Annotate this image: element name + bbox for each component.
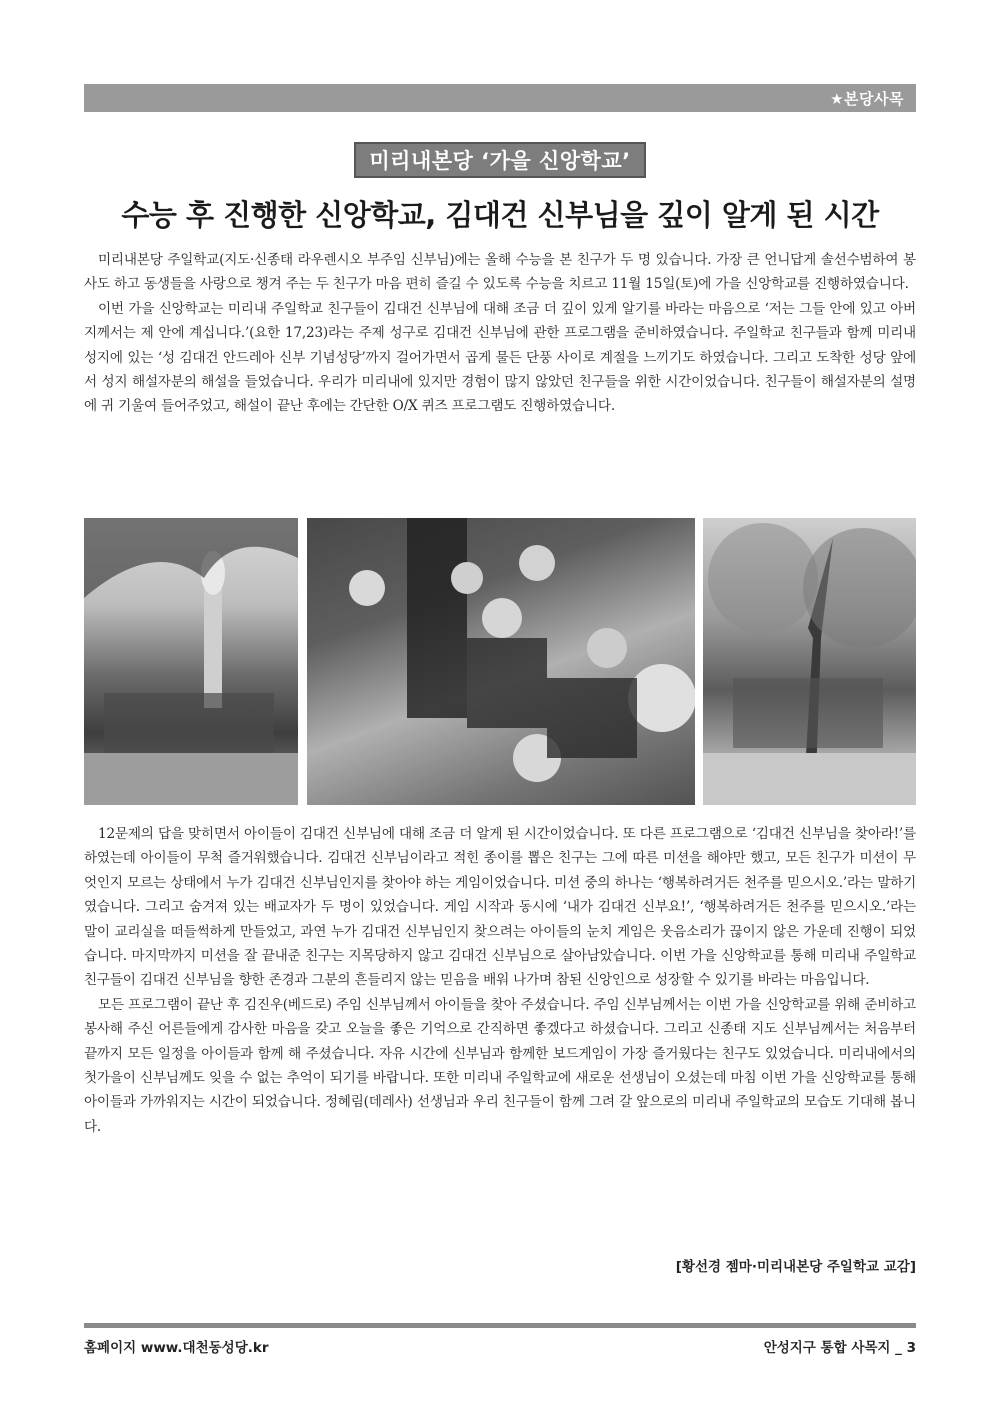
footer-divider [84,1323,916,1328]
photo-group-at-statue [84,518,298,805]
article-body-bottom [84,822,916,1139]
article-headline: 수능 후 진행한 신앙학교, 김대건 신부님을 깊이 알게 된 시간 [121,198,879,232]
footer-page-info: 안성지구 통합 사목지 _ 3 [763,1340,916,1356]
article-tag-box [354,142,646,178]
paragraph: 모든 프로그램이 끝난 후 김진우(베드로) 주임 신부님께서 아이들을 찾아 주셨습니다. 주임 신부님께서는 이번 가을 신앙학교를 위해 준비하고 봉사해 주신 어른들에게 감사한 마음을 갖고 오늘을 좋은 기억으로 간직하면 좋겠다고 하셨습니다. 그리고 신종태 지도 신부님께서는 처음부터 끝까지 모든 일정을 아이들과 함께 해 주셨습니다. 자유 시간에 신부님과 함께한 보드게임이 가장 즐거웠다는 친구도 있었습니다. 미리내에서의 첫가을이 신부님께도 잊을 수 없는 추억이 되기를 바랍니다. 또한 미리내 주일학교에 새로운 선생님이 오셨는데 마침 이번 가을 신앙학교를 통해 아이들과 가까워지는 시간이 되었습니다. 정혜림(데레사) 선생님과 우리 친구들이 함께 그려 갈 앞으로의 미리내 주일학교의 모습도 기대해 봅니다. [84,996,916,1135]
paragraph: 미리내본당 주일학교(지도·신종태 라우렌시오 부주임 신부님)에는 올해 수능을 본 친구가 두 명 있습니다. 가장 큰 언니답게 솔선수범하여 봉사도 하고 동생들을 사랑으로 챙겨 주는 두 친구가 마음 편히 즐길 수 있도록 수능을 치르고 11월 15일(토)에 가을 신앙학교를 진행하였습니다. [84,252,916,293]
photo-group-under-tree-graphic [703,518,916,805]
paragraph: 12문제의 답을 맞히면서 아이들이 김대건 신부님에 대해 조금 더 알게 된 시간이었습니다. 또 다른 프로그램으로 ‘김대건 신부님을 찾아라!’를 하였는데 아이들이 무척 즐거워했습니다. 김대건 신부님이라고 적힌 종이를 뽑은 친구는 그에 따른 미션을 해야만 했고, 모든 친구가 미션이 무엇인지 모르는 상태에서 누가 김대건 신부님인지를 찾아야 하는 게임이었습니다. 미션 중의 하나는 ‘행복하려거든 천주를 믿으시오.’라는 말하기였습니다. 그리고 숨겨져 있는 배교자가 두 명이 있었습니다. 게임 시작과 동시에 ‘내가 김대건 신부요!’, ‘행복하려거든 천주를 믿으시오.’라는 말이 교리실을 떠들썩하게 만들었고, 과연 누가 김대건 신부님인지 찾으려는 아이들의 눈치 게임은 웃음소리가 끊이지 않은 가운데 진행이 되었습니다. 마지막까지 미션을 잘 끝내준 친구는 지목당하지 않고 김대건 신부님으로 살아남았습니다. 이번 가을 신앙학교를 통해 미리내 주일학교 친구들이 김대건 신부님을 향한 존경과 그분의 흔들리지 않는 믿음을 배워 나가며 참된 신앙인으로 성장할 수 있기를 바라는 마음입니다. [84,826,916,989]
footer-homepage: 홈페이지 www.대천동성당.kr [84,1340,269,1356]
article-body-top [84,248,916,419]
paragraph: 이번 가을 신앙학교는 미리내 주일학교 친구들이 김대건 신부님에 대해 조금 더 깊이 있게 알기를 바라는 마음으로 ‘저는 그들 안에 있고 아버지께서는 제 안에 계십니다.’(요한 17,23)라는 주제 성구로 김대건 신부님에 관한 프로그램을 준비하였습니다. 주일학교 친구들과 함께 미리내성지에 있는 ‘성 김대건 안드레아 신부 기념성당’까지 걸어가면서 곱게 물든 단풍 사이로 계절을 느끼기도 하였습니다. 그리고 도착한 성당 앞에서 성지 해설자분의 해설을 들었습니다. 우리가 미리내에 있지만 경험이 많지 않았던 친구들을 위한 시간이었습니다. 친구들이 해설자분의 설명에 귀 기울여 들어주었고, 해설이 끝난 후에는 간단한 O/X 퀴즈 프로그램도 진행하였습니다. [84,300,916,415]
section-header-bar [84,84,916,112]
section-label: ★본당사목 [830,90,904,108]
photo-group-at-statue-graphic [84,518,298,805]
article-tag: 미리내본당 ‘가을 신앙학교’ [369,149,631,173]
photo-group-selfie [307,518,695,805]
author-signature: [황선경 젬마·미리내본당 주일학교 교감] [675,1259,916,1275]
photo-group-under-tree [703,518,916,805]
photo-group-selfie-graphic [307,518,695,805]
